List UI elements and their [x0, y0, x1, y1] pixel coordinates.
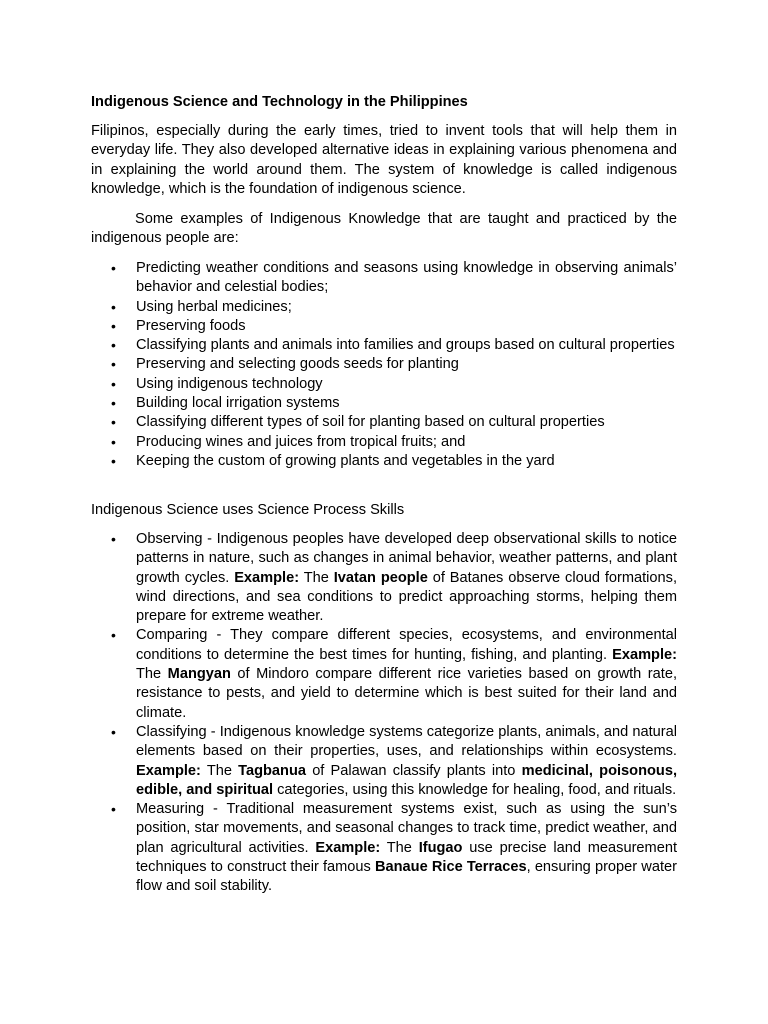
- example-label: Example:: [234, 569, 300, 586]
- list-item: [91, 259, 677, 298]
- skill-text: categories, using this knowledge for healing, food, and rituals.: [273, 781, 677, 798]
- skill-text: , ensuring proper water flow and soil stability.: [136, 859, 677, 895]
- skill-item-classifying: [91, 723, 677, 800]
- list-item: [91, 298, 677, 317]
- list-item-text: Using indigenous technology: [136, 375, 323, 392]
- skill-text: Comparing - They compare different species, ecosystems, and environmental conditions to determine the best times for hunting, fishing, and planting.: [136, 627, 677, 663]
- list-item-text: Building local irrigation systems: [136, 395, 340, 412]
- bullet-icon: •: [111, 260, 116, 276]
- list-item-text: Producing wines and juices from tropical fruits; and: [136, 433, 466, 450]
- bullet-icon: •: [111, 801, 116, 818]
- skill-text: use precise land measurement techniques to construct their famous: [136, 839, 677, 876]
- bullet-icon: •: [111, 395, 116, 412]
- bullet-icon: •: [111, 452, 116, 469]
- people-name: Ifugao: [418, 839, 463, 856]
- list-item: [91, 317, 677, 336]
- bullet-icon: •: [111, 298, 116, 315]
- document-title: Indigenous Science and Technology in the Philippines: [91, 94, 468, 110]
- indigenous-knowledge-list: [91, 259, 677, 471]
- bullet-icon: •: [111, 337, 116, 354]
- bullet-icon: •: [111, 627, 116, 644]
- bullet-icon: •: [111, 317, 116, 334]
- list-item: [91, 394, 677, 413]
- skill-text: The: [136, 666, 168, 683]
- skill-item-measuring: [91, 800, 677, 896]
- list-item: [91, 336, 677, 355]
- list-item-text: Classifying plants and animals into families and groups based on cultural properties: [136, 337, 675, 354]
- skill-item-observing: [91, 530, 677, 626]
- bullet-icon: •: [111, 414, 116, 431]
- skill-text: The: [299, 569, 334, 586]
- list-item: [91, 355, 677, 374]
- bullet-icon: •: [111, 375, 116, 392]
- skill-text: of Batanes observe cloud formations, wind directions, and sea conditions to predict approaching storms, helping them prepare for extreme weather.: [136, 569, 678, 625]
- list-item-text: Preserving and selecting goods seeds for planting: [136, 356, 459, 373]
- example-label: Example:: [136, 762, 201, 779]
- skill-item-comparing: [91, 626, 677, 722]
- example-label: Example:: [315, 839, 381, 856]
- landmark-name: Banaue Rice Terraces: [374, 859, 527, 876]
- example-label: Example:: [612, 646, 677, 663]
- skill-text: of Mindoro compare different rice varieties based on growth rate, resistance to pests, and yield to determine which is best suited for their land and climate.: [136, 666, 678, 721]
- list-item: [91, 375, 677, 394]
- examples-intro-paragraph: Some examples of Indigenous Knowledge that are taught and practiced by the indigenous people are:: [91, 211, 677, 247]
- intro-paragraph: Filipinos, especially during the early times, tried to invent tools that will help them in everyday life. They also developed alternative ideas in explaining various phenomena and in explaining the world around them. The system of knowledge is called indigenous knowledge, which is the foundation of indigenous science.: [91, 123, 677, 197]
- list-item-text: Predicting weather conditions and seasons using knowledge in observing animals’ behavior and celestial bodies;: [136, 260, 677, 296]
- bullet-icon: •: [111, 531, 116, 547]
- skill-text: The: [200, 762, 239, 779]
- list-item-text: Classifying different types of soil for planting based on cultural properties: [136, 414, 605, 431]
- bullet-icon: •: [111, 433, 116, 450]
- bullet-icon: •: [111, 356, 116, 373]
- skill-text: Observing - Indigenous peoples have developed deep observational skills to notice patterns in nature, such as changes in animal behavior, weather patterns, and plant growth cycles.: [136, 531, 677, 586]
- list-item-text: Using herbal medicines;: [136, 298, 292, 315]
- bullet-icon: •: [111, 723, 116, 740]
- skill-text: Measuring - Traditional measurement systems exist, such as using the sun’s position, star movements, and seasonal changes to track time, predict weather, and plan agricultural activities.: [136, 801, 677, 856]
- skill-text: Classifying - Indigenous knowledge systems categorize plants, animals, and natural elements based on their properties, uses, and relationships within ecosystems.: [136, 723, 677, 760]
- skill-text: of Palawan classify plants into: [306, 762, 522, 779]
- category-list: medicinal, poisonous, edible, and spiritual: [136, 762, 677, 798]
- list-item-text: Keeping the custom of growing plants and vegetables in the yard: [136, 452, 555, 469]
- science-process-skills-list: [91, 530, 677, 897]
- people-name: Tagbanua: [238, 762, 306, 779]
- skill-text: The: [380, 839, 419, 856]
- people-name: Ivatan people: [333, 569, 428, 586]
- list-item: [91, 433, 677, 452]
- list-item: [91, 452, 677, 471]
- skills-heading: Indigenous Science uses Science Process Skills: [91, 502, 405, 518]
- list-item: [91, 413, 677, 432]
- list-item-text: Preserving foods: [136, 317, 246, 334]
- people-name: Mangyan: [167, 666, 231, 683]
